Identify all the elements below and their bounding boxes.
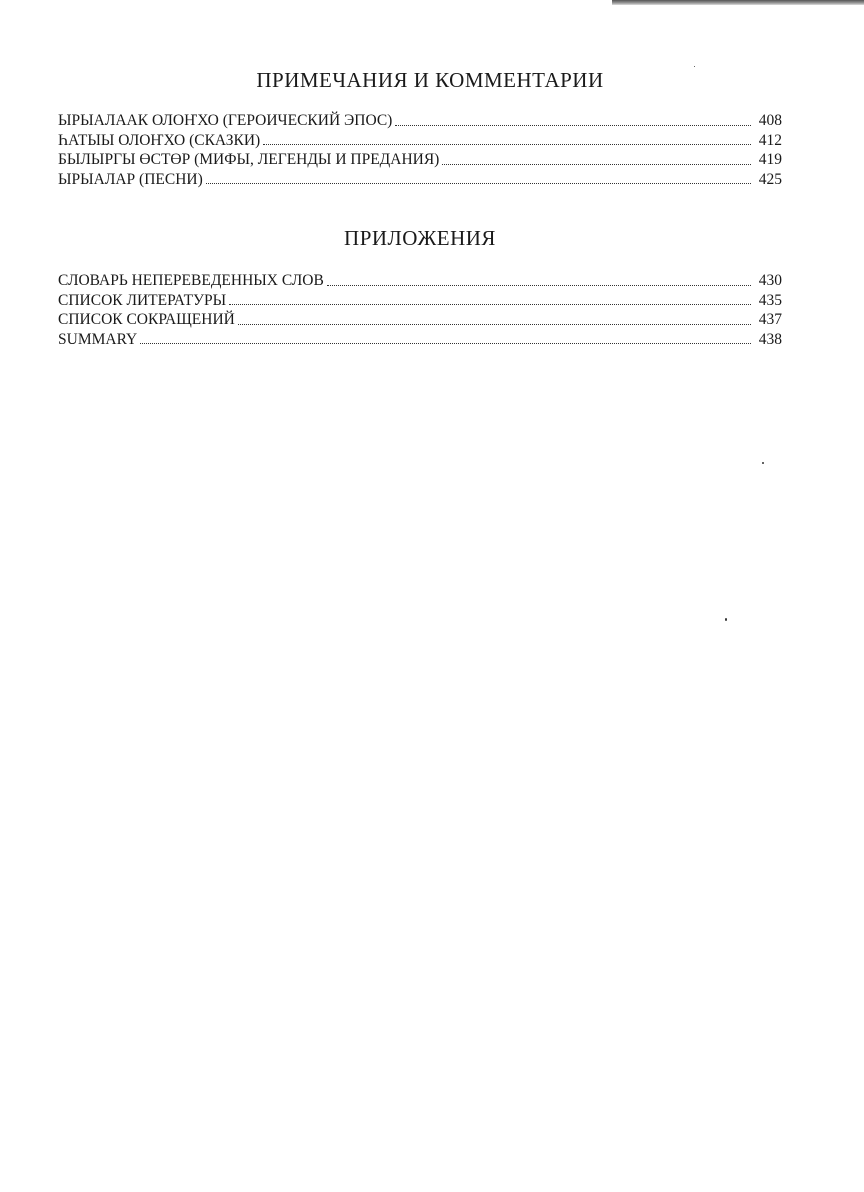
toc-entry[interactable] (58, 111, 782, 131)
leader-dots (263, 143, 751, 145)
toc-entry[interactable] (58, 131, 782, 151)
scan-edge-shadow (612, 0, 864, 5)
notes-section (58, 68, 782, 189)
scan-speck (725, 618, 727, 621)
section-heading: ПРИЛОЖЕНИЯ (344, 226, 496, 250)
leader-dots (395, 124, 751, 126)
toc-entry[interactable] (58, 291, 782, 311)
toc-entry[interactable] (58, 170, 782, 190)
toc-entry[interactable] (58, 330, 782, 350)
toc-entry-page: 408 (758, 112, 782, 129)
toc-entry-title: СЛОВАРЬ НЕПЕРЕВЕДЕННЫХ СЛОВ (58, 272, 324, 289)
scan-speck (762, 462, 764, 464)
toc-entry-title: СПИСОК ЛИТЕРАТУРЫ (58, 291, 227, 309)
toc-entry-title: ҺАТЫЫ ОЛОҤХО (СКАЗКИ) (58, 131, 261, 149)
toc-entry[interactable] (58, 310, 782, 330)
section-heading: ПРИМЕЧАНИЯ И КОММЕНТАРИИ (256, 68, 604, 92)
leader-dots (140, 342, 751, 344)
toc-entry-page: 419 (758, 151, 782, 168)
leader-dots (238, 323, 751, 325)
scan-speck (694, 66, 695, 67)
toc-entry-page: 430 (758, 272, 782, 289)
toc-entry[interactable] (58, 150, 782, 170)
leader-dots (327, 284, 751, 286)
toc-entry-title: БЫЛЫРГЫ ӨСТӨР (МИФЫ, ЛЕГЕНДЫ И ПРЕДАНИЯ) (58, 151, 440, 168)
leader-dots (206, 182, 751, 184)
toc-entry[interactable] (58, 271, 782, 291)
toc-entry-page: 437 (758, 311, 782, 328)
toc-entry-title: ЫРЫАЛААК ОЛОҤХО (ГЕРОИЧЕСКИЙ ЭПОС) (58, 112, 393, 129)
toc-entry-page: 425 (758, 170, 782, 188)
toc-entry-title: СПИСОК СОКРАЩЕНИЙ (58, 311, 235, 328)
leader-dots (442, 163, 751, 165)
appendices-section (58, 226, 782, 349)
toc-entry-page: 438 (758, 330, 782, 348)
toc-entry-title: SUMMARY (58, 330, 138, 348)
toc-entry-title: ЫРЫАЛАР (ПЕСНИ) (58, 170, 203, 188)
toc-entry-page: 412 (758, 131, 782, 149)
leader-dots (229, 303, 751, 305)
toc-entry-page: 435 (758, 291, 782, 309)
